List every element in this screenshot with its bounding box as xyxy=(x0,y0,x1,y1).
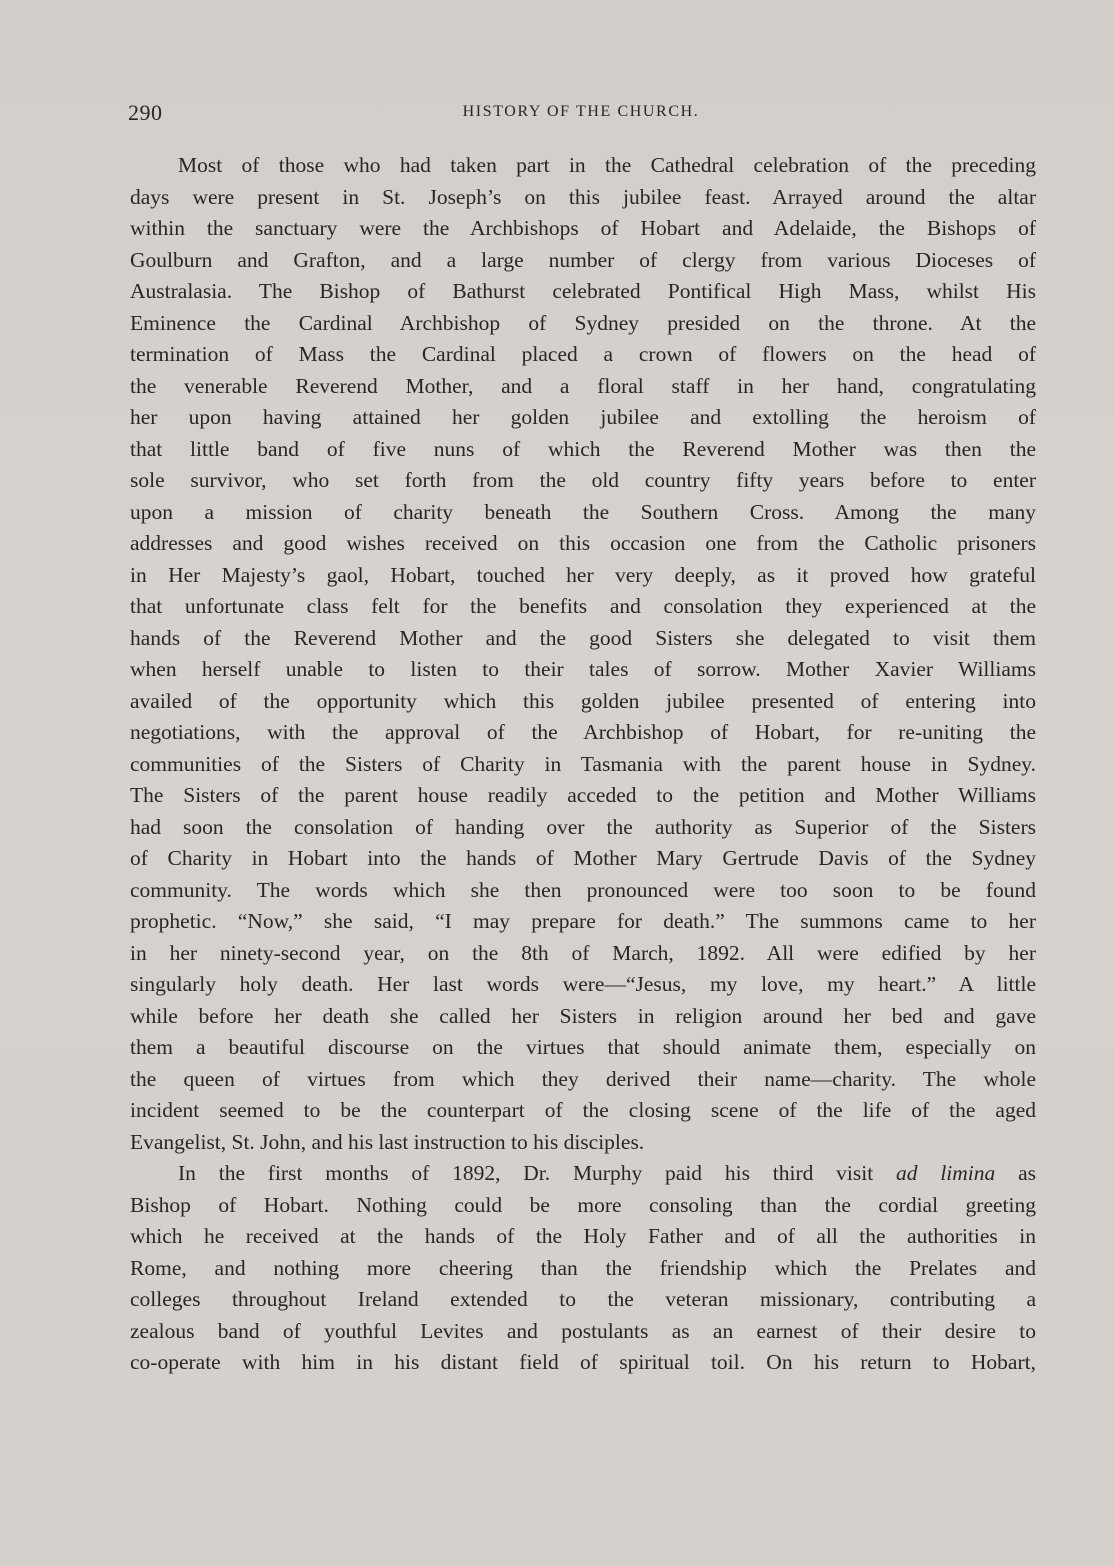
text-line: days were present in St. Joseph’s on this jubilee feast. Arrayed around the altar xyxy=(130,184,1036,209)
text-line: co-operate with him in his distant field of spiritual toil. On his return to Hobart, xyxy=(130,1350,1036,1374)
text-line: addresses and good wishes received on this occasion one from the Catholic prisoners xyxy=(130,531,1036,555)
text-line: that little band of five nuns of which the Reverend Mother was then the xyxy=(130,436,1036,461)
text-line: Evangelist, St. John, and his last instruction to his disciples. xyxy=(130,1129,645,1154)
text-line: that unfortunate class felt for the benefits and consolation they experienced at the xyxy=(130,594,1036,618)
text-line: upon a mission of charity beneath the Southern Cross. Among the many xyxy=(130,499,1036,524)
text-line: Australasia. The Bishop of Bathurst celebrated Pontifical High Mass, whilst His xyxy=(130,279,1036,303)
text-line: zealous band of youthful Levites and postulants as an earnest of their desire to xyxy=(130,1318,1036,1343)
text-line: colleges throughout Ireland extended to the veteran missionary, contributing a xyxy=(130,1287,1036,1311)
paragraph-1 xyxy=(130,150,1036,1158)
text-line: The Sisters of the parent house readily acceded to the petition and Mother Williams xyxy=(130,783,1036,807)
paragraph-2 xyxy=(130,1158,1036,1379)
text-line: her upon having attained her golden jubilee and extolling the heroism of xyxy=(130,405,1036,429)
text-line: Rome, and nothing more cheering than the friendship which the Prelates and xyxy=(130,1255,1036,1280)
text-line: in her ninety-second year, on the 8th of March, 1892. All were edified by her xyxy=(130,940,1036,965)
text-line: Bishop of Hobart. Nothing could be more consoling than the cordial greeting xyxy=(130,1192,1036,1217)
page-header xyxy=(128,100,1034,130)
text-line: the venerable Reverend Mother, and a floral staff in her hand, congratulating xyxy=(130,373,1036,398)
text-line: the queen of virtues from which they derived their name—charity. The whole xyxy=(130,1066,1036,1091)
italic-phrase: ad limina xyxy=(896,1161,996,1185)
text-line: prophetic. “Now,” she said, “I may prepare for death.” The summons came to her xyxy=(130,909,1036,933)
text-line: while before her death she called her Sisters in religion around her bed and gave xyxy=(130,1003,1036,1028)
text-line: singularly holy death. Her last words were—“Jesus, my love, my heart.” A little xyxy=(130,972,1036,996)
page-number: 290 xyxy=(128,100,163,125)
text-line: them a beautiful discourse on the virtues that should animate them, especially on xyxy=(130,1035,1036,1059)
text-line: when herself unable to listen to their tales of sorrow. Mother Xavier Williams xyxy=(130,657,1036,681)
text-segment: as xyxy=(1018,1161,1037,1185)
text-line: availed of the opportunity which this golden jubilee presented of entering into xyxy=(130,688,1036,713)
text-line: communities of the Sisters of Charity in Tasmania with the parent house in Sydney. xyxy=(130,751,1036,776)
text-line xyxy=(130,1158,1036,1190)
text-line: termination of Mass the Cardinal placed a crown of flowers on the head of xyxy=(130,342,1036,366)
body-text xyxy=(130,150,1036,1379)
text-line: community. The words which she then pronounced were too soon to be found xyxy=(130,877,1036,902)
running-title: HISTORY OF THE CHURCH. xyxy=(462,103,700,120)
text-line: Most of those who had taken part in the Cathedral celebration of the preceding xyxy=(178,153,1036,177)
text-line: negotiations, with the approval of the Archbishop of Hobart, for re-uniting the xyxy=(130,720,1036,744)
text-line: within the sanctuary were the Archbishops of Hobart and Adelaide, the Bishops of xyxy=(130,216,1036,240)
text-line: in Her Majesty’s gaol, Hobart, touched her very deeply, as it proved how grateful xyxy=(130,562,1036,587)
text-line: hands of the Reverend Mother and the good Sisters she delegated to visit them xyxy=(130,625,1036,650)
text-line: which he received at the hands of the Holy Father and of all the authorities in xyxy=(130,1224,1036,1248)
text-line: Eminence the Cardinal Archbishop of Sydney presided on the throne. At the xyxy=(130,310,1036,335)
text-line: of Charity in Hobart into the hands of Mother Mary Gertrude Davis of the Sydney xyxy=(130,846,1036,870)
text-segment: In the first months of 1892, Dr. Murphy paid his third visit xyxy=(178,1161,874,1185)
text-line: incident seemed to be the counterpart of the closing scene of the life of the aged xyxy=(130,1098,1036,1122)
text-line: Goulburn and Grafton, and a large number of clergy from various Dioceses of xyxy=(130,247,1036,272)
text-line: sole survivor, who set forth from the old country fifty years before to enter xyxy=(130,468,1036,492)
text-line: had soon the consolation of handing over the authority as Superior of the Sisters xyxy=(130,814,1036,839)
